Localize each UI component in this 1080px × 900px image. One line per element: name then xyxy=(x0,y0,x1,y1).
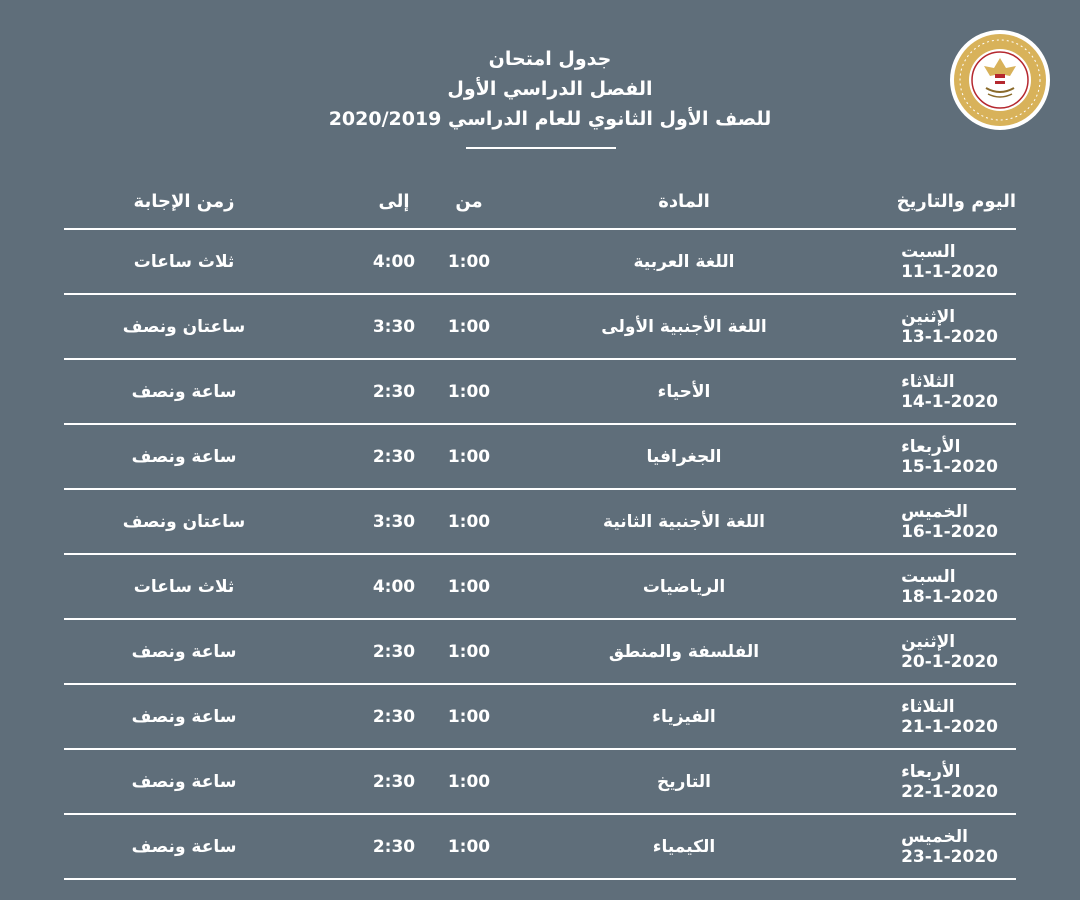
exam-date: 11-1-2020 xyxy=(901,261,998,282)
end-time-cell: 3:30 xyxy=(372,511,416,532)
exam-date: 16-1-2020 xyxy=(901,521,998,542)
exam-date: 18-1-2020 xyxy=(901,586,998,607)
start-time-cell: 1:00 xyxy=(447,771,491,792)
end-time-cell: 4:00 xyxy=(372,251,416,272)
column-header-day-date: اليوم والتاريخ xyxy=(896,191,1016,212)
exam-date: 15-1-2020 xyxy=(901,456,998,477)
day-name: الخميس xyxy=(901,826,968,847)
column-header-to: إلى xyxy=(378,191,410,212)
subject-cell: اللغة الأجنبية الثانية xyxy=(603,511,765,532)
table-row xyxy=(64,555,1016,620)
column-header-subject: المادة xyxy=(658,191,710,212)
column-header-from: من xyxy=(455,191,483,212)
table-row xyxy=(64,295,1016,360)
day-name: السبت xyxy=(901,566,956,587)
exam-schedule-table xyxy=(64,175,1016,880)
start-time-cell: 1:00 xyxy=(447,446,491,467)
title-line-2: الفصل الدراسي الأول xyxy=(447,78,653,100)
exam-date: 22-1-2020 xyxy=(901,781,998,802)
table-row xyxy=(64,750,1016,815)
day-date-cell xyxy=(846,750,1016,813)
table-row xyxy=(64,490,1016,555)
column-header-duration: زمن الإجابة xyxy=(133,191,235,212)
start-time-cell: 1:00 xyxy=(447,836,491,857)
day-date-cell xyxy=(846,685,1016,748)
end-time-cell: 2:30 xyxy=(372,446,416,467)
table-row xyxy=(64,685,1016,750)
subject-cell: التاريخ xyxy=(657,771,711,792)
subject-cell: الأحياء xyxy=(657,381,711,402)
end-time-cell: 2:30 xyxy=(372,771,416,792)
start-time-cell: 1:00 xyxy=(447,576,491,597)
start-time-cell: 1:00 xyxy=(447,511,491,532)
duration-cell: ساعة ونصف xyxy=(131,381,237,402)
title-line-3: للصف الأول الثانوي للعام الدراسي 2020/2019 xyxy=(328,108,772,130)
day-date-cell xyxy=(846,295,1016,358)
day-date-cell xyxy=(846,815,1016,878)
day-name: الأربعاء xyxy=(901,761,961,782)
duration-cell: ساعة ونصف xyxy=(131,446,237,467)
subject-cell: الفلسفة والمنطق xyxy=(608,641,760,662)
duration-cell: ساعة ونصف xyxy=(131,836,237,857)
day-date-cell xyxy=(846,230,1016,293)
duration-cell: ساعتان ونصف xyxy=(122,511,246,532)
start-time-cell: 1:00 xyxy=(447,641,491,662)
end-time-cell: 2:30 xyxy=(372,706,416,727)
schedule-title xyxy=(240,44,860,134)
end-time-cell: 4:00 xyxy=(372,576,416,597)
subject-cell: الفيزياء xyxy=(652,706,716,727)
table-row xyxy=(64,425,1016,490)
day-name: الخميس xyxy=(901,501,968,522)
end-time-cell: 2:30 xyxy=(372,381,416,402)
end-time-cell: 2:30 xyxy=(372,641,416,662)
subject-cell: الكيمياء xyxy=(652,836,716,857)
table-row xyxy=(64,360,1016,425)
day-name: الثلاثاء xyxy=(901,371,955,392)
table-header-row xyxy=(64,175,1016,230)
subject-cell: الجغرافيا xyxy=(646,446,722,467)
table-row xyxy=(64,620,1016,685)
day-date-cell xyxy=(846,425,1016,488)
end-time-cell: 3:30 xyxy=(372,316,416,337)
ministry-of-education-seal-icon xyxy=(948,28,1052,132)
day-name: الإثنين xyxy=(901,631,956,652)
end-time-cell: 2:30 xyxy=(372,836,416,857)
subject-cell: اللغة الأجنبية الأولى xyxy=(601,316,767,337)
day-date-cell xyxy=(846,620,1016,683)
day-name: السبت xyxy=(901,241,956,262)
duration-cell: ساعتان ونصف xyxy=(122,316,246,337)
exam-date: 21-1-2020 xyxy=(901,716,998,737)
start-time-cell: 1:00 xyxy=(447,251,491,272)
start-time-cell: 1:00 xyxy=(447,316,491,337)
day-date-cell xyxy=(846,555,1016,618)
duration-cell: ثلاث ساعات xyxy=(133,251,235,272)
start-time-cell: 1:00 xyxy=(447,706,491,727)
day-name: الأربعاء xyxy=(901,436,961,457)
subject-cell: اللغة العربية xyxy=(633,251,735,272)
exam-date: 23-1-2020 xyxy=(901,846,998,867)
day-date-cell xyxy=(846,490,1016,553)
exam-date: 14-1-2020 xyxy=(901,391,998,412)
duration-cell: ثلاث ساعات xyxy=(133,576,235,597)
title-divider xyxy=(466,147,616,149)
title-line-1: جدول امتحان xyxy=(488,48,612,70)
duration-cell: ساعة ونصف xyxy=(131,771,237,792)
table-row xyxy=(64,815,1016,880)
duration-cell: ساعة ونصف xyxy=(131,641,237,662)
day-name: الثلاثاء xyxy=(901,696,955,717)
subject-cell: الرياضيات xyxy=(642,576,726,597)
exam-date: 20-1-2020 xyxy=(901,651,998,672)
start-time-cell: 1:00 xyxy=(447,381,491,402)
day-date-cell xyxy=(846,360,1016,423)
table-row xyxy=(64,230,1016,295)
day-name: الإثنين xyxy=(901,306,956,327)
duration-cell: ساعة ونصف xyxy=(131,706,237,727)
exam-date: 13-1-2020 xyxy=(901,326,998,347)
